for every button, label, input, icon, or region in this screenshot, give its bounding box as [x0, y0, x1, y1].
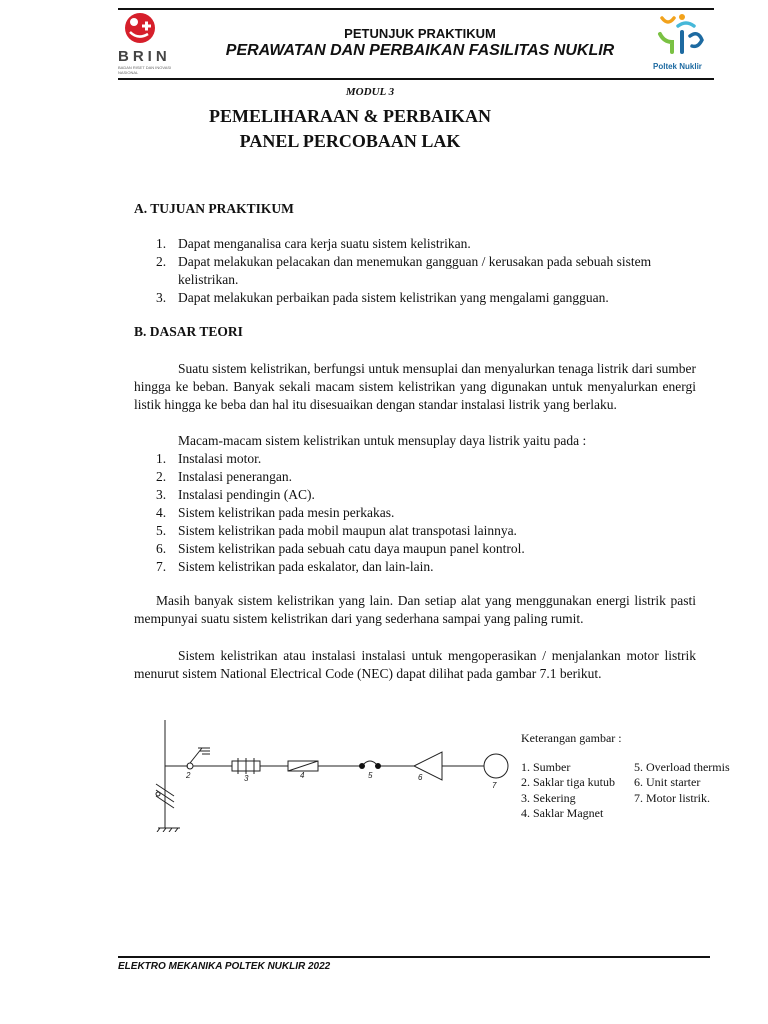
- list-number: 2.: [156, 254, 167, 269]
- list-text: Sistem kelistrikan pada mobil maupun alat transpotasi lainnya.: [178, 523, 517, 538]
- legend-item: 5. Overload thermis: [634, 760, 730, 774]
- theory-list-intro: Macam-macam sistem kelistrikan untuk mensuplay daya listrik yaitu pada :: [178, 433, 587, 448]
- list-item: [156, 540, 696, 558]
- figure-legend-left: [521, 760, 615, 821]
- list-number: 5.: [156, 523, 167, 538]
- list-number: 6.: [156, 541, 167, 556]
- list-number: 2.: [156, 469, 167, 484]
- header-bottom-rule: [118, 78, 714, 80]
- header-top-rule: [118, 8, 714, 10]
- list-text: Dapat menganalisa cara kerja suatu sistem kelistrikan.: [178, 236, 471, 251]
- diagram-label-3: 3: [244, 774, 249, 783]
- legend-item: 7. Motor listrik.: [634, 790, 711, 805]
- section-b-heading: B. DASAR TEORI: [134, 324, 243, 339]
- list-number: 7.: [156, 559, 167, 574]
- header-subtitle: PETUNJUK PRAKTIKUM: [344, 26, 496, 41]
- list-number: 1.: [156, 236, 167, 251]
- header-title: PERAWATAN DAN PERBAIKAN FASILITAS NUKLIR: [225, 42, 615, 59]
- list-text: Dapat melakukan pelacakan dan menemukan gangguan / kerusakan pada sebuah sistem kelistrikan.: [178, 254, 652, 287]
- list-number: 3.: [156, 290, 167, 305]
- list-text: Dapat melakukan perbaikan pada sistem kelistrikan yang mengalami gangguan.: [178, 290, 609, 305]
- poltek-nuklir-logo-text: Poltek Nuklir: [653, 62, 702, 71]
- list-item: [156, 486, 696, 504]
- list-number: 3.: [156, 487, 167, 502]
- list-item: [156, 558, 696, 576]
- list-text: Instalasi pendingin (AC).: [178, 487, 315, 502]
- list-item: [156, 522, 696, 540]
- diagram-label-6: 6: [418, 773, 423, 782]
- brin-logo-subtext: BADAN RISET DAN INOVASI NASIONAL: [118, 65, 172, 75]
- legend-item: 3. Sekering: [521, 790, 576, 805]
- figure-legend-title: Keterangan gambar :: [521, 731, 622, 745]
- footer-rule: [118, 956, 710, 958]
- theory-paragraph-1: Suatu sistem kelistrikan, berfungsi untuk mensuplai dan menyalurkan tenaga listrik dari sumber hingga ke beban. Banyak sekali macam sistem kelistrikan yang digunakan untuk menyalurkan energi listik hingga ke beba dan hal itu disesuaikan dengan standar instalasi listrik yang berlaku.: [134, 361, 696, 413]
- motor-circuit-diagram: [148, 716, 518, 832]
- module-label: MODUL 3: [345, 86, 395, 98]
- figure-legend-right: [634, 760, 768, 806]
- poltek-nuklir-logo-icon: [652, 12, 712, 58]
- list-item: [156, 468, 696, 486]
- diagram-label-7: 7: [492, 781, 497, 790]
- diagram-label-2: 2: [186, 771, 191, 780]
- list-item: [156, 235, 696, 253]
- legend-item: 1. Sumber: [521, 760, 571, 774]
- list-text: Sistem kelistrikan pada eskalator, dan lain-lain.: [178, 559, 434, 574]
- list-item: [156, 253, 696, 289]
- diagram-label-5: 5: [368, 771, 373, 780]
- brin-logo-text: BRIN: [118, 48, 171, 65]
- document-title-line2: PANEL PERCOBAAN LAK: [239, 131, 461, 151]
- theory-paragraph-3: Sistem kelistrikan atau instalasi instalasi untuk mengoperasikan / menjalankan motor listrik menurut sistem National Electrical Code (NEC) dapat dilihat pada gambar 7.1 berikut.: [134, 648, 696, 682]
- list-text: Sistem kelistrikan pada mesin perkakas.: [178, 505, 395, 520]
- diagram-label-4: 4: [300, 771, 305, 780]
- list-item: [156, 504, 696, 522]
- theory-paragraph-2: Masih banyak sistem kelistrikan yang lain. Dan setiap alat yang menggunakan energi listrik pasti mempunyai suatu sistem kelistrikan dari yang sederhana sampai yang paling rumit.: [134, 593, 696, 627]
- legend-item: 6. Unit starter: [634, 775, 701, 790]
- list-number: 1.: [156, 451, 167, 466]
- document-title-line1: PEMELIHARAAN & PERBAIKAN: [208, 106, 491, 126]
- list-number: 4.: [156, 505, 167, 520]
- objectives-list: [156, 235, 696, 307]
- system-types-list: [156, 450, 696, 576]
- list-item: [156, 450, 696, 468]
- section-a-heading: A. TUJUAN PRAKTIKUM: [134, 201, 294, 216]
- list-text: Sistem kelistrikan pada sebuah catu daya maupun panel kontrol.: [178, 541, 525, 556]
- list-item: [156, 289, 696, 307]
- footer-text: ELEKTRO MEKANIKA POLTEK NUKLIR 2022: [118, 961, 331, 972]
- list-text: Instalasi penerangan.: [178, 469, 292, 484]
- legend-item: 4. Saklar Magnet: [521, 805, 604, 820]
- legend-item: 2. Saklar tiga kutub: [521, 775, 615, 790]
- list-text: Instalasi motor.: [178, 451, 262, 466]
